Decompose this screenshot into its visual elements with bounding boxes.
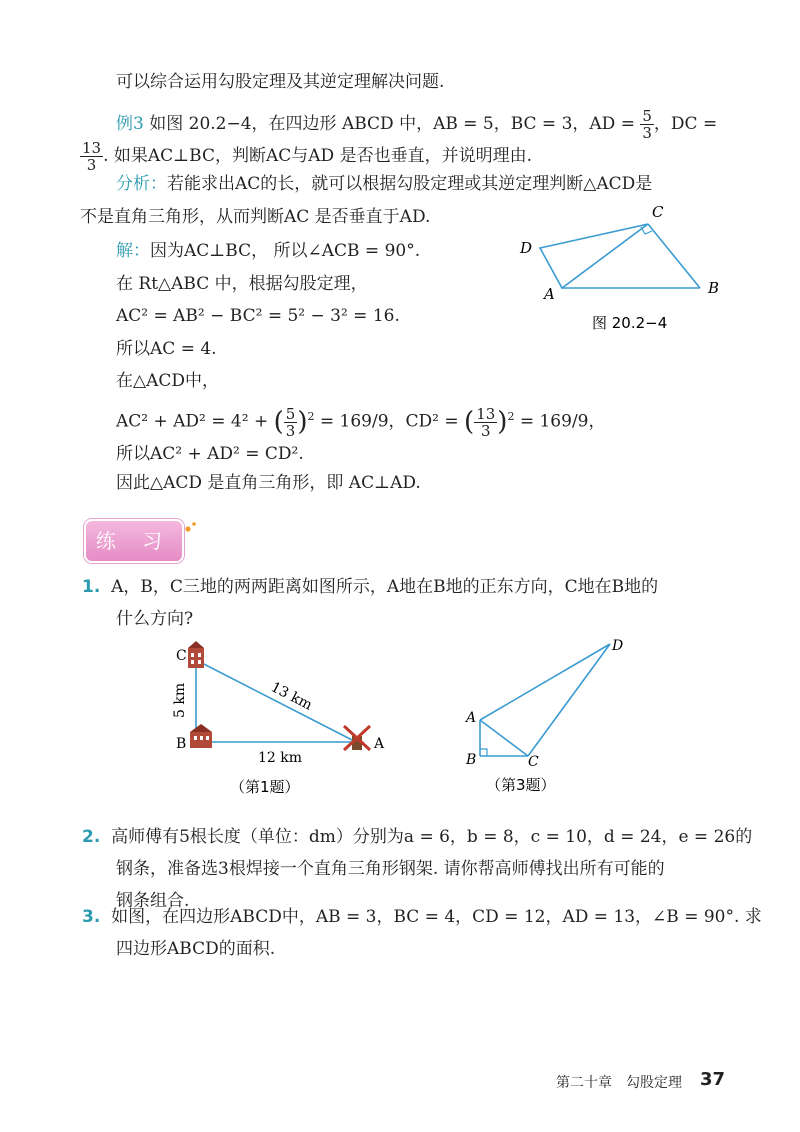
label-b: B — [708, 279, 720, 297]
solution-line4: 所以AC = 4. — [116, 339, 217, 359]
right-angle-b — [480, 749, 487, 756]
analysis-line2: 不是直角三角形，从而判断AC 是否垂直于AD. — [80, 207, 431, 227]
label-c-town: C — [176, 648, 187, 664]
exercise-3-line1: 3. 如图，在四边形ABCD中，AB = 3，BC = 4，CD = 12，AD = 13，∠B = 90°. 求 — [82, 907, 762, 927]
exercise-3-line2: 四边形ABCD的面积. — [116, 939, 276, 959]
solution-equation: AC² + AD² = 4² + ( $\frac{5}{3}$ )$^2$ = 169/9，CD² = ( $\frac{13}{3}$ )$^2$ = 169/9， — [116, 404, 606, 440]
exercise-2-line1: 2. 高师傅有5根长度（单位：dm）分别为a = 6，b = 8，c = 10，d = 24，e = 26的 — [82, 827, 753, 847]
exercise-3-caption: （第3题） — [486, 776, 556, 794]
exercise-1-line2: 什么方向? — [116, 609, 194, 629]
example-text-a: 如图 20.2−4，在四边形 ABCD 中，AB = 5，BC = 3，AD = — [149, 114, 635, 134]
figure-20-2-4 — [510, 200, 740, 340]
example-label: 例3 — [116, 114, 144, 134]
example-3-line2 — [80, 140, 532, 173]
solution-line1: 解：因为AC⊥BC， 所以∠ACB = 90°. — [116, 241, 421, 261]
exercise-2-line3: 钢条组合. — [116, 891, 190, 911]
label-c-3: C — [528, 754, 539, 770]
label-a-3: A — [466, 710, 477, 726]
practice-heading — [84, 519, 184, 563]
label-a-town: A — [374, 736, 385, 752]
solution-line8: 因此△ACD 是直角三角形，即 AC⊥AD. — [116, 473, 421, 493]
example-3-line1 — [116, 108, 717, 141]
label-b-3: B — [466, 752, 477, 768]
example-text-b: ，DC = — [653, 114, 718, 134]
figure-exercise-3 — [460, 632, 640, 802]
analysis-line1: 分析：若能求出AC的长，就可以根据勾股定理或其逆定理判断△ACD是 — [116, 174, 653, 194]
label-a: A — [544, 285, 555, 303]
ad-fraction: $\frac{5}{3}$ — [642, 107, 652, 142]
label-d-3: D — [612, 638, 624, 654]
intro-line: 可以综合运用勾股定理及其逆定理解决问题. — [116, 72, 445, 92]
exercise-2-line2: 钢条，准备选3根焊接一个直角三角形钢架. 请你帮高师傅找出所有可能的 — [116, 859, 665, 879]
solution-line2: 在 Rt△ABC 中，根据勾股定理， — [116, 274, 368, 294]
solution-line7: 所以AC² + AD² = CD². — [116, 444, 304, 464]
dc-fraction: $\frac{13}{3}$ — [82, 139, 102, 174]
distance-ba: 12 km — [258, 750, 303, 766]
segment-ad-3 — [480, 644, 610, 720]
exercise-1-line1: 1. A，B，C三地的两两距离如图所示，A地在B地的正东方向，C地在B地的 — [82, 577, 659, 597]
solution-line3: AC² = AB² − BC² = 5² − 3² = 16. — [116, 306, 400, 326]
triangle-acd — [540, 224, 648, 288]
label-b-town: B — [176, 736, 187, 752]
decor-dots — [184, 520, 198, 534]
exercise-1-caption: （第1题） — [230, 778, 300, 796]
solution-line5: 在△ACD中， — [116, 371, 219, 391]
example-question: . 如果AC⊥BC，判断AC与AD 是否也垂直，并说明理由. — [103, 146, 532, 166]
segment-ca — [196, 660, 356, 742]
distance-bc: 5 km — [172, 682, 188, 718]
segment-cb — [648, 224, 700, 288]
solution-label: 解： — [116, 241, 150, 261]
page-number: 37 — [700, 1069, 726, 1090]
distance-ca: 13 km — [268, 679, 315, 714]
label-c: C — [652, 203, 664, 221]
figure-exercise-1 — [170, 640, 400, 800]
building-c-icon — [188, 641, 204, 668]
practice-title: 练 习 — [95, 529, 173, 553]
label-d: D — [520, 239, 533, 257]
segment-cd-3 — [528, 644, 610, 756]
building-b-icon — [190, 724, 212, 748]
chapter-footer: 第二十章 勾股定理 — [556, 1075, 682, 1091]
figure-caption: 图 20.2−4 — [592, 314, 668, 332]
analysis-label: 分析： — [116, 174, 167, 194]
